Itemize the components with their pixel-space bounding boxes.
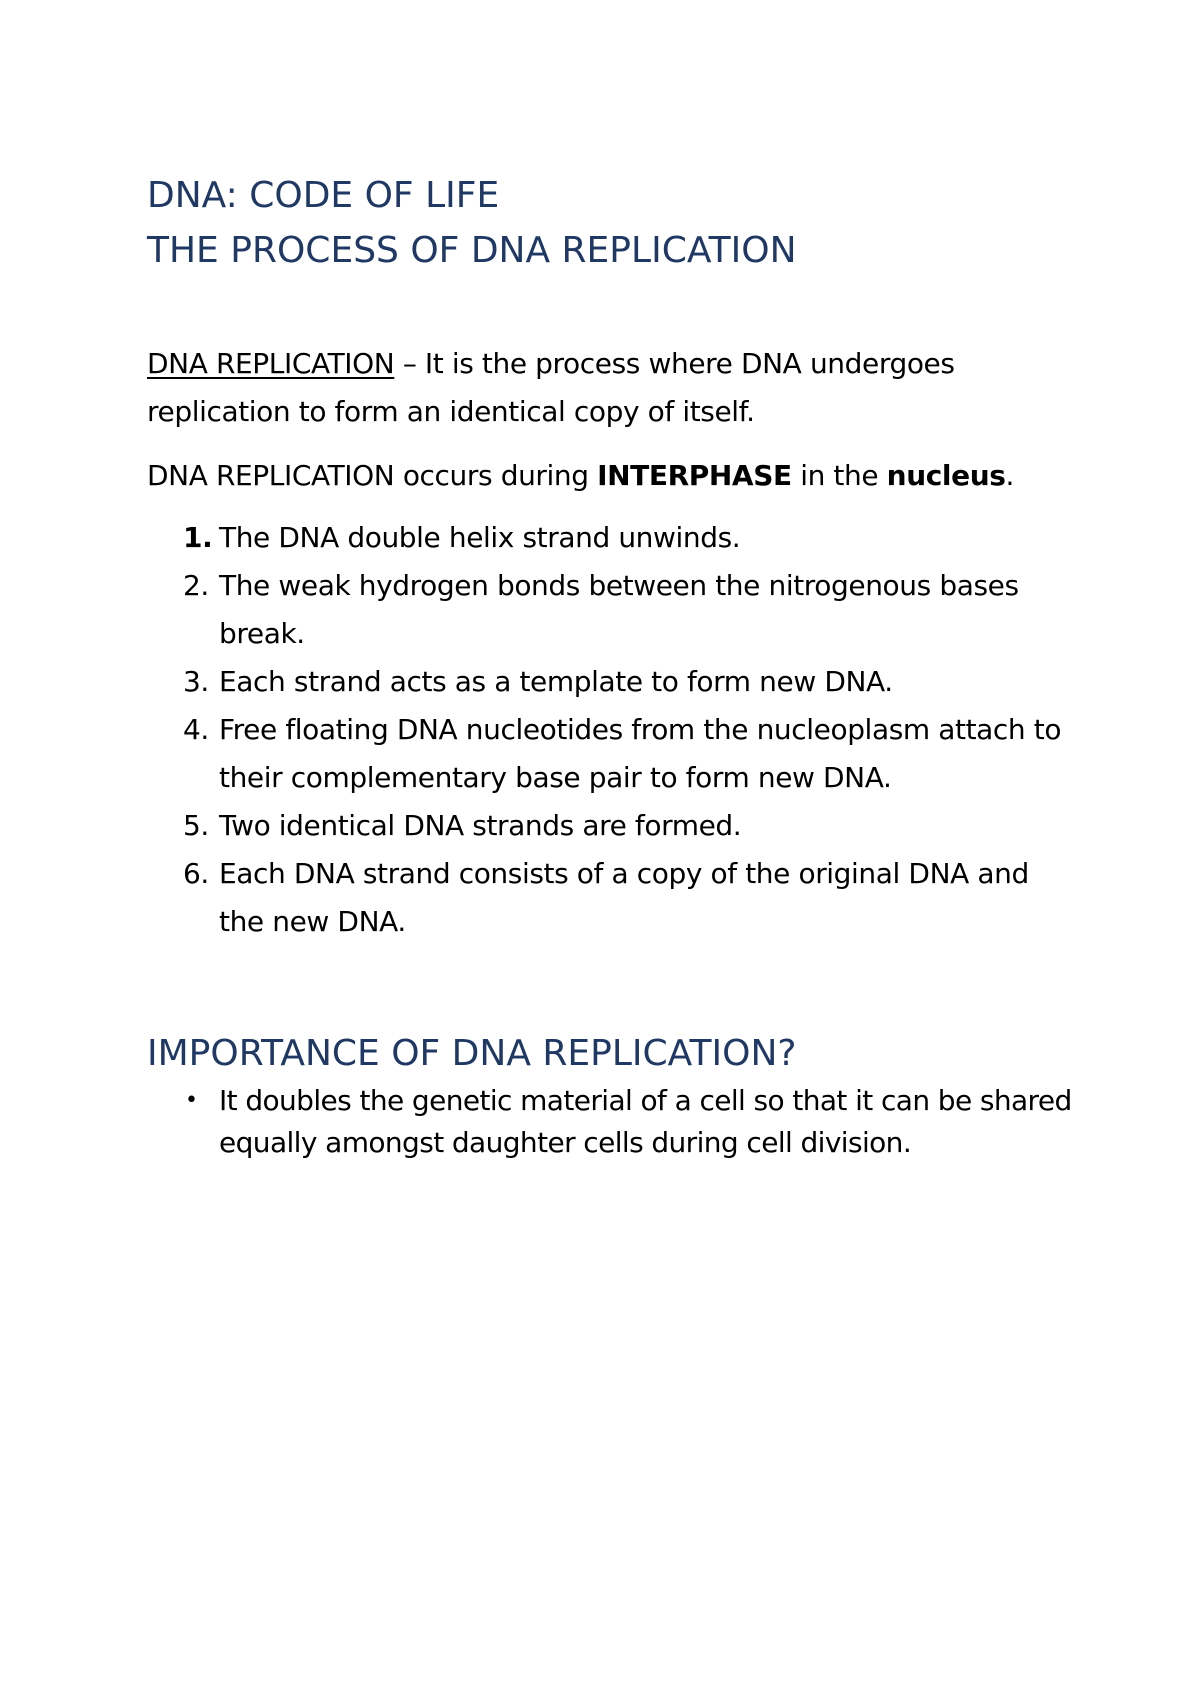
list-item: [147, 562, 1077, 658]
definition-term: DNA REPLICATION: [147, 347, 395, 380]
bullet-text: It doubles the genetic material of a cell so that it can be shared equally amongst daughter cells during cell division.: [219, 1084, 1072, 1159]
replication-steps-list: [147, 514, 1077, 946]
definition-paragraph: [147, 340, 1077, 436]
occurs-suffix: .: [1005, 459, 1015, 492]
occurs-paragraph: [147, 452, 1077, 500]
occurs-nucleus: nucleus: [886, 459, 1006, 492]
importance-heading: IMPORTANCE OF DNA REPLICATION?: [147, 1033, 797, 1074]
list-item: [147, 850, 1077, 946]
list-item: [147, 1080, 1077, 1164]
document-page: [147, 168, 1077, 1164]
list-item: [147, 802, 1077, 850]
occurs-middle: in the: [791, 459, 887, 492]
bullet-icon: •: [185, 1088, 198, 1113]
importance-bullet-list: [147, 1080, 1077, 1164]
step-text: Free floating DNA nucleotides from the nucleoplasm attach to their complementary base pair to form new DNA.: [219, 713, 1062, 794]
step-number: 3.: [183, 665, 209, 698]
step-number: 5.: [183, 809, 209, 842]
step-text: Each strand acts as a template to form new DNA.: [219, 665, 893, 698]
occurs-prefix: DNA REPLICATION occurs during: [147, 459, 598, 492]
definition-text: – It is the process where DNA undergoes replication to form an identical copy of itself.: [147, 347, 955, 428]
occurs-interphase: INTERPHASE: [597, 459, 792, 492]
title-line-2: THE PROCESS OF DNA REPLICATION: [147, 230, 797, 271]
document-title: [147, 168, 1077, 278]
step-number: 1.: [183, 521, 213, 554]
title-line-1: DNA: CODE OF LIFE: [147, 175, 500, 216]
step-number: 6.: [183, 857, 209, 890]
step-text: Each DNA strand consists of a copy of the original DNA and the new DNA.: [219, 857, 1029, 938]
step-text: Two identical DNA strands are formed.: [219, 809, 742, 842]
step-number: 4.: [183, 713, 209, 746]
list-item: [147, 658, 1077, 706]
list-item: [147, 706, 1077, 802]
step-text: The weak hydrogen bonds between the nitrogenous bases break.: [219, 569, 1019, 650]
step-number: 2.: [183, 569, 209, 602]
list-item: [147, 514, 1077, 562]
step-text: The DNA double helix strand unwinds.: [219, 521, 741, 554]
